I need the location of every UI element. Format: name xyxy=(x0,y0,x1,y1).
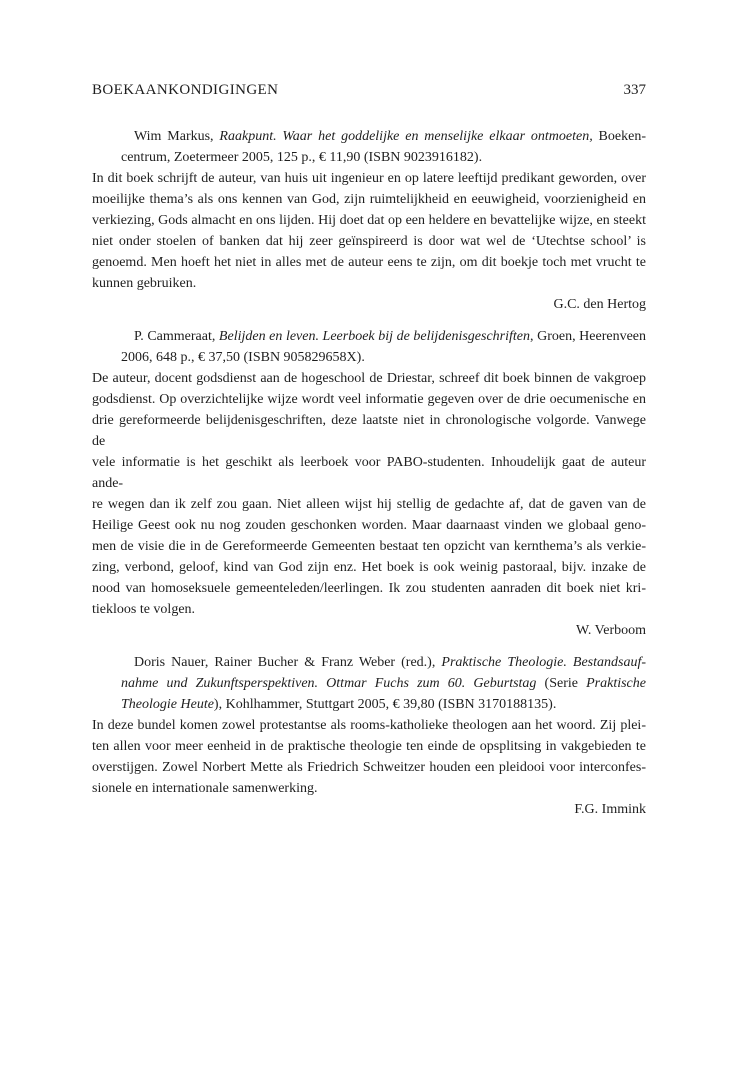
citation-line xyxy=(121,694,646,715)
citation-line xyxy=(121,147,646,168)
citation-text: 2006, 648 p., € 37,50 (ISBN 905829658X). xyxy=(121,350,365,365)
citation-title-italic: Belijden en leven. Leerboek bij de belijdenisgeschriften xyxy=(218,329,531,344)
citation-text: ), Kohlhammer, Stuttgart 2005, € 39,80 (ISBN 3170188135). xyxy=(213,697,557,712)
citation-text: P. Cammeraat, xyxy=(134,329,219,344)
book-announcements-list xyxy=(92,126,646,820)
citation-text: Doris Nauer, Rainer Bucher & Franz Weber (red.), xyxy=(134,655,442,670)
entry-body xyxy=(92,368,646,620)
body-line: tiekloos te volgen. xyxy=(92,602,196,617)
citation-title-italic: Theologie Heute xyxy=(121,697,214,712)
citation-line xyxy=(121,326,646,347)
reviewer-signature: F.G. Immink xyxy=(574,802,646,817)
book-entry xyxy=(92,126,646,315)
citation-title-italic: Praktische xyxy=(586,676,646,691)
book-entry xyxy=(92,326,646,641)
body-line: verkiezing, Gods almacht en ons lijden. Hij doet dat op een heldere en bevattelijke wijze, en steekt xyxy=(92,213,646,228)
body-line: genoemd. Men hoeft het niet in alles met de auteur eens te zijn, om dit boekje toch met vrucht te xyxy=(92,255,646,270)
section-title: BOEKAANKONDIGINGEN xyxy=(92,82,279,98)
citation-text: (Serie xyxy=(536,676,587,691)
citation-text: Wim Markus, xyxy=(134,129,220,144)
body-line: sionele en internationale samenwerking. xyxy=(92,781,318,796)
body-line: moeilijke thema’s als ons kennen van God, zijn ruimtelijkheid en eeuwigheid, voorzienigheid en xyxy=(92,192,646,207)
citation-title-italic: Praktische Theologie. Bestandsauf- xyxy=(441,655,647,670)
body-line: Heilige Geest ook nu nog zouden geschonken worden. Maar daarnaast vinden we globaal geno- xyxy=(92,518,646,533)
citation-text: , Groen, Heerenveen xyxy=(530,329,646,344)
body-line: men de visie die in de Gereformeerde Gemeenten bestaat ten opzicht van kernthema’s als verkie- xyxy=(92,539,646,554)
entry-body xyxy=(92,168,646,294)
body-line: re wegen dan ik zelf zou gaan. Niet alleen wijst hij stellig de gedachte af, dat de gaven van de xyxy=(92,497,646,512)
body-line: In deze bundel komen zowel protestantse als rooms-katholieke theologen aan het woord. Zij plei- xyxy=(92,718,646,733)
body-line: drie gereformeerde belijdenisgeschriften, deze laatste niet in chronologische volgorde. Vanwege de xyxy=(92,413,646,449)
citation-text: centrum, Zoetermeer 2005, 125 p., € 11,90 (ISBN 9023916182). xyxy=(121,150,483,165)
page-number: 337 xyxy=(623,82,646,98)
book-entry xyxy=(92,652,646,820)
reviewer-signature: G.C. den Hertog xyxy=(553,297,646,312)
page-header xyxy=(92,80,646,101)
citation-text: Boeken- xyxy=(592,129,646,144)
citation xyxy=(121,652,646,715)
body-line: In dit boek schrijft de auteur, van huis uit ingenieur en op latere leeftijd predikant geworden, over xyxy=(92,171,646,186)
citation-title-italic: Raakpunt. Waar het goddelijke en menselijke elkaar ontmoeten, xyxy=(219,129,593,144)
reviewer-signature: W. Verboom xyxy=(576,623,646,638)
body-line: nood van homoseksuele gemeenteleden/leerlingen. Ik zou studenten aanraden dit boek niet kri- xyxy=(92,581,646,596)
citation-line xyxy=(121,673,646,694)
body-line: vele informatie is het geschikt als leerboek voor PABO-studenten. Inhoudelijk gaat de auteur ande- xyxy=(92,455,646,491)
citation-line xyxy=(121,347,646,368)
body-line: ten allen voor meer eenheid in de praktische theologie ten einde de opsplitsing in vakgebieden te xyxy=(92,739,646,754)
citation-title-italic: nahme und Zukunftsperspektiven. Ottmar Fuchs zum 60. Geburtstag xyxy=(121,676,537,691)
entry-body xyxy=(92,715,646,799)
body-line: kunnen gebruiken. xyxy=(92,276,197,291)
body-line: overstijgen. Zowel Norbert Mette als Friedrich Schweitzer houden een pleidooi voor interconfes- xyxy=(92,760,646,775)
body-line: zing, verbond, geloof, kind van God zijn enz. Het boek is ook weinig pastoraal, bijv. inzake de xyxy=(92,560,646,575)
body-line: godsdienst. Op overzichtelijke wijze wordt veel informatie gegeven over de drie oecumenische en xyxy=(92,392,646,407)
citation-line xyxy=(121,652,646,673)
body-line: niet onder stoelen of banken dat hij zeer geïnspireerd is door wat wel de ‘Utechtse school’ is xyxy=(92,234,646,249)
body-line: De auteur, docent godsdienst aan de hogeschool de Driestar, schreef dit boek binnen de vakgroep xyxy=(92,371,646,386)
citation xyxy=(121,326,646,368)
citation xyxy=(121,126,646,168)
citation-line xyxy=(121,126,646,147)
